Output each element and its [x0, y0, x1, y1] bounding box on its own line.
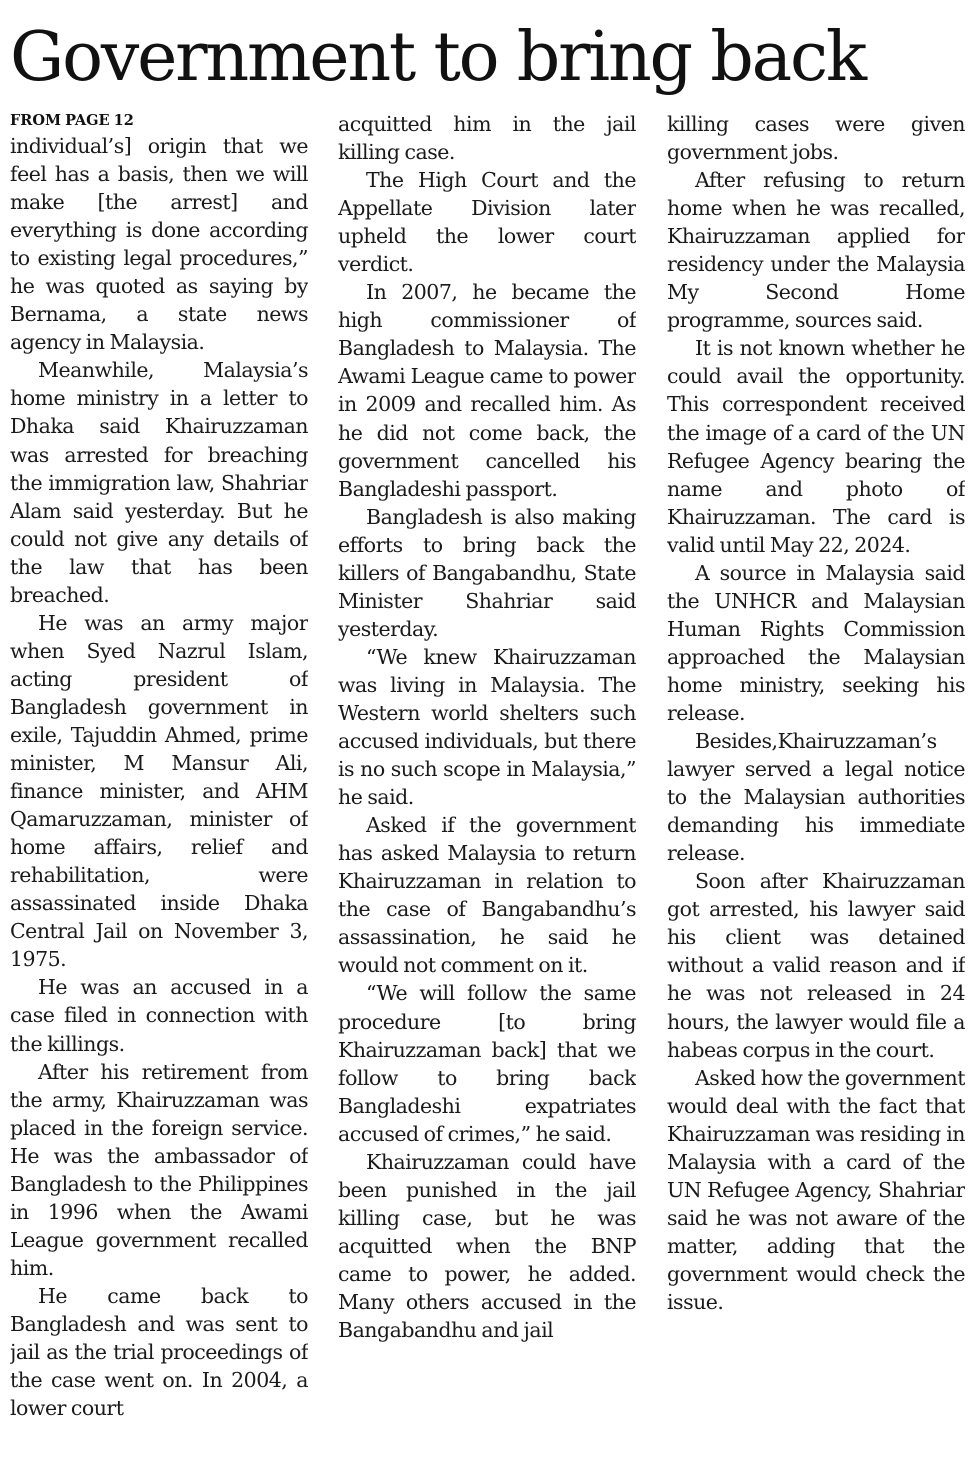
paragraph: After refusing to return home when he was recalled, Khairuzzaman applied for residency under the Malaysia My Second Home programme, sources said. — [667, 168, 965, 333]
column-1 — [10, 110, 308, 1460]
continuation-kicker: FROM PAGE 12 — [10, 112, 134, 129]
paragraph: killing cases were given government jobs. — [667, 112, 965, 165]
article-body — [10, 110, 968, 1460]
paragraph: Asked how the government would deal with the fact that Khairuzzaman was residing in Malaysia with a card of the UN Refugee Agency, Shahriar said he was not aware of the matter, adding that the government would check the issue. — [667, 1065, 965, 1314]
paragraph: He came back to Bangladesh and was sent to jail as the trial proceedings of the case went on. In 2004, a lower court — [10, 1283, 308, 1421]
paragraph: Besides,Khairuzzaman’s lawyer served a legal notice to the Malaysian authorities demanding his immediate release. — [667, 729, 965, 866]
paragraph: In 2007, he became the high commissioner of Bangladesh to Malaysia. The Awami League came to power in 2009 and recalled him. As he did not come back, the government cancelled his Bangladeshi passport. — [338, 280, 636, 501]
column-2 — [338, 110, 636, 1460]
paragraph: Khairuzzaman could have been punished in the jail killing case, but he was acquitted when the BNP came to power, he added. Many others accused in the Bangabandhu and jail — [338, 1149, 636, 1343]
paragraph: Meanwhile, Malaysia’s home ministry in a letter to Dhaka said Khairuzzaman was arrested for breaching the immigration law, Shahriar Alam said yesterday. But he could not give any details of the law that has been breached. — [10, 358, 308, 607]
paragraph: After his retirement from the army, Khairuzzaman was placed in the foreign service. He was the ambassador of Bangladesh to the Philippines in 1996 when the Awami League government recalled him. — [10, 1059, 308, 1280]
paragraph: “We will follow the same procedure [to bring Khairuzzaman back] that we follow to bring back Bangladeshi expatriates accused of crimes,” he said. — [338, 981, 636, 1146]
paragraph: It is not known whether he could avail the opportunity. This correspondent received the image of a card of the UN Refugee Agency bearing the name and photo of Khairuzzaman. The card is valid until May 22, 2024. — [667, 336, 965, 557]
paragraph: individual’s] origin that we feel has a basis, then we will make [the arrest] and everything is done according to existing legal procedures,” he was quoted as saying by Bernama, a state news agency in Malaysia. — [10, 134, 308, 355]
paragraph: He was an accused in a case filed in connection with the killings. — [10, 975, 308, 1056]
paragraph: Bangladesh is also making efforts to bring back the killers of Bangabandhu, State Minister Shahriar said yesterday. — [338, 504, 636, 641]
headline: Government to bring back — [10, 18, 865, 97]
paragraph: Asked if the government has asked Malaysia to return Khairuzzaman in relation to the case of Bangabandhu’s assassination, he said he would not comment on it. — [338, 813, 636, 978]
column-3 — [667, 110, 965, 1460]
paragraph: acquitted him in the jail killing case. — [338, 112, 636, 165]
paragraph: He was an army major when Syed Nazrul Islam, acting president of Bangladesh government in exile, Tajuddin Ahmed, prime minister, M Mansur Ali, finance minister, and AHM Qamaruzzaman, minister of home affairs, relief and rehabilitation, were assassinated inside Dhaka Central Jail on November 3, 1975. — [10, 610, 308, 972]
paragraph: A source in Malaysia said the UNHCR and Malaysian Human Rights Commission approached the Malaysian home ministry, seeking his release. — [667, 560, 965, 725]
paragraph: Soon after Khairuzzaman got arrested, his lawyer said his client was detained without a valid reason and if he was not released in 24 hours, the lawyer would file a habeas corpus in the court. — [667, 869, 965, 1062]
paragraph: The High Court and the Appellate Division later upheld the lower court verdict. — [338, 168, 636, 277]
paragraph: “We knew Khairuzzaman was living in Malaysia. The Western world shelters such accused individuals, but there is no such scope in Malaysia,” he said. — [338, 644, 636, 810]
